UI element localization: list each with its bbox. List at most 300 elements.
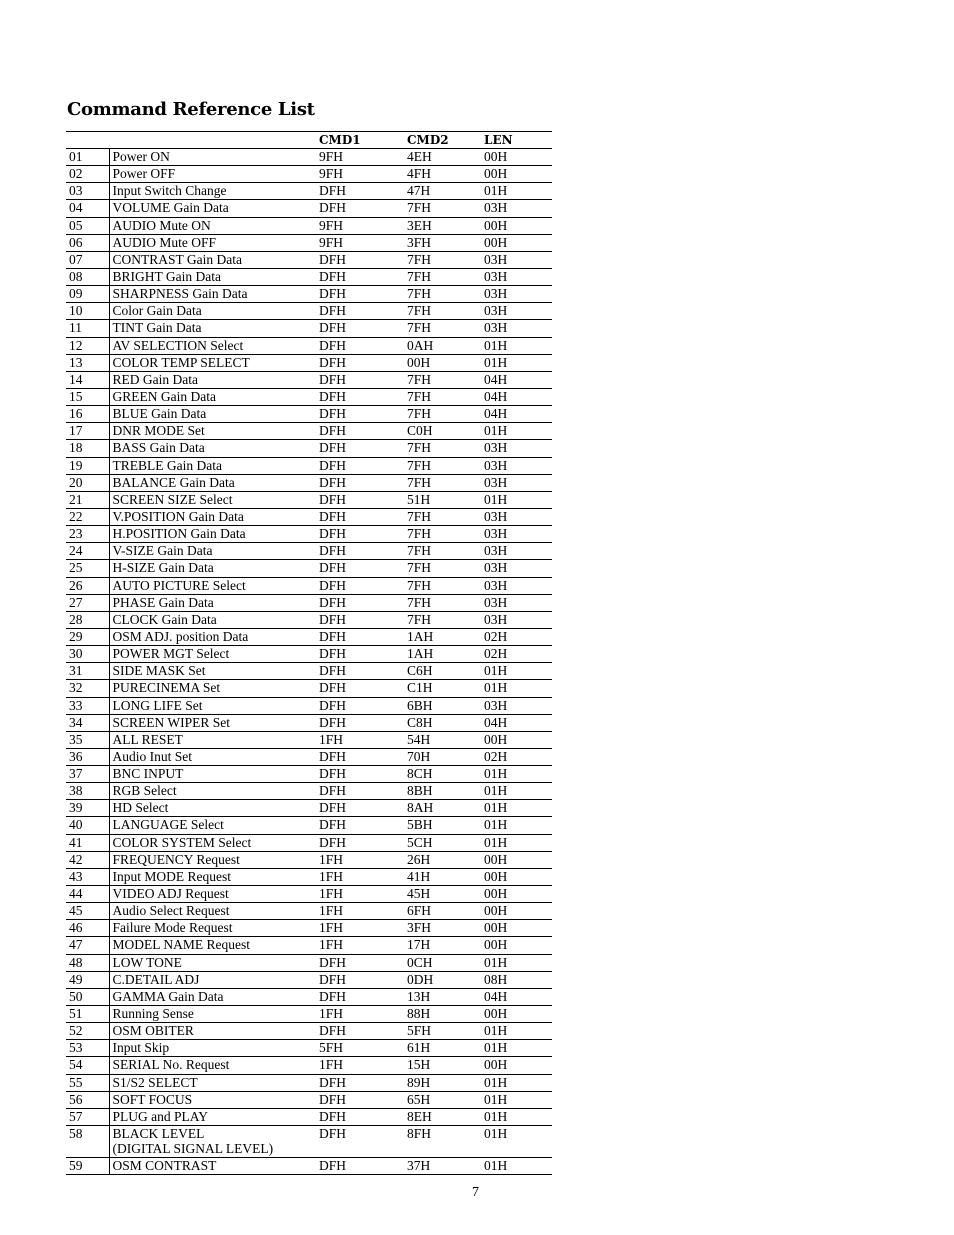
- len-value: 03H: [484, 440, 508, 456]
- command-name-line: Input Skip: [112, 1040, 170, 1056]
- command-name-line: Color Gain Data: [112, 303, 202, 319]
- command-name-line: COLOR SYSTEM Select: [112, 834, 252, 850]
- command-name: [109, 937, 316, 954]
- command-name-line: AUTO PICTURE Select: [112, 577, 246, 593]
- len-value: 03H: [484, 200, 508, 216]
- len-value: 01H: [484, 1091, 508, 1107]
- len-value: 01H: [484, 1023, 508, 1039]
- table-row: [66, 868, 552, 885]
- command-name: [109, 388, 316, 405]
- table-row: [66, 594, 552, 611]
- cmd1-value: DFH: [319, 1126, 347, 1142]
- cmd1-value: DFH: [319, 423, 347, 439]
- cmd1-value: DFH: [319, 988, 347, 1004]
- command-name: [109, 526, 316, 543]
- cmd1-value: 1FH: [319, 731, 344, 747]
- command-name: [109, 697, 316, 714]
- row-number: 03: [66, 183, 109, 200]
- cmd1-value: DFH: [319, 183, 347, 199]
- cmd2-value: 7FH: [407, 303, 432, 319]
- command-name: [109, 268, 316, 285]
- table-row: [66, 988, 552, 1005]
- cmd2-value: 0DH: [407, 971, 434, 987]
- cmd1-value: DFH: [319, 457, 347, 473]
- cmd2-value: 1AH: [407, 628, 434, 644]
- table-row: [66, 971, 552, 988]
- cmd2-value: 15H: [407, 1057, 431, 1073]
- command-name: [109, 1126, 316, 1158]
- cmd2-value: 0CH: [407, 954, 433, 970]
- len-value: 01H: [484, 1040, 508, 1056]
- command-name: [109, 371, 316, 388]
- cmd1-value: DFH: [319, 491, 347, 507]
- len-value: 03H: [484, 320, 508, 336]
- command-name-line: LONG LIFE Set: [112, 697, 203, 713]
- row-number: 02: [66, 166, 109, 183]
- cmd2-value: 70H: [407, 748, 431, 764]
- cmd1-value: DFH: [319, 594, 347, 610]
- table-row: [66, 457, 552, 474]
- cmd2-value: 00H: [407, 354, 431, 370]
- len-value: 02H: [484, 748, 508, 764]
- command-name: [109, 1023, 316, 1040]
- command-name: [109, 491, 316, 508]
- row-number: 28: [66, 611, 109, 628]
- command-name: [109, 920, 316, 937]
- cmd2-value: 7FH: [407, 457, 432, 473]
- cmd1-value: DFH: [319, 817, 347, 833]
- cmd1-value: DFH: [319, 543, 347, 559]
- table-row: [66, 748, 552, 765]
- row-number: 08: [66, 268, 109, 285]
- command-name: [109, 748, 316, 765]
- command-name-line: C.DETAIL ADJ: [112, 971, 200, 987]
- cmd1-value: DFH: [319, 268, 347, 284]
- len-value: 03H: [484, 303, 508, 319]
- len-value: 01H: [484, 354, 508, 370]
- row-number: 46: [66, 920, 109, 937]
- command-name-line: MODEL NAME Request: [112, 937, 250, 953]
- command-name: [109, 149, 316, 166]
- len-value: 01H: [484, 491, 508, 507]
- command-name: [109, 217, 316, 234]
- cmd2-value: 8FH: [407, 1126, 432, 1142]
- row-number: 23: [66, 526, 109, 543]
- cmd1-value: DFH: [319, 577, 347, 593]
- cmd1-value: DFH: [319, 1158, 347, 1174]
- row-number: 40: [66, 817, 109, 834]
- row-number: 42: [66, 851, 109, 868]
- command-name-line: BRIGHT Gain Data: [112, 268, 221, 284]
- row-number: 16: [66, 406, 109, 423]
- row-number: 57: [66, 1108, 109, 1125]
- command-name-line: Audio Inut Set: [112, 748, 192, 764]
- table-row: [66, 714, 552, 731]
- table-row: [66, 611, 552, 628]
- command-name-line: Power ON: [112, 149, 170, 164]
- page-number: 7: [472, 1185, 479, 1200]
- len-value: 01H: [484, 954, 508, 970]
- len-value: 03H: [484, 594, 508, 610]
- len-value: 03H: [484, 268, 508, 284]
- row-number: 59: [66, 1158, 109, 1175]
- cmd2-value: 89H: [407, 1074, 431, 1090]
- command-name-line: PURECINEMA Set: [112, 680, 221, 696]
- table-row: [66, 1006, 552, 1023]
- command-name: [109, 423, 316, 440]
- row-number: 54: [66, 1057, 109, 1074]
- len-value: 01H: [484, 1074, 508, 1090]
- command-name-line: PLUG and PLAY: [112, 1108, 209, 1124]
- table-row: [66, 526, 552, 543]
- len-value: 01H: [484, 680, 508, 696]
- command-name: [109, 303, 316, 320]
- cmd1-value: 5FH: [319, 1040, 344, 1056]
- len-value: 00H: [484, 886, 508, 902]
- cmd2-value: 7FH: [407, 388, 432, 404]
- command-name-line: RGB Select: [112, 783, 177, 799]
- len-value: 04H: [484, 371, 508, 387]
- len-value: 03H: [484, 577, 508, 593]
- command-name-line: TREBLE Gain Data: [112, 457, 222, 473]
- command-name: [109, 440, 316, 457]
- row-number: 19: [66, 457, 109, 474]
- table-row: [66, 628, 552, 645]
- table-row: [66, 1040, 552, 1057]
- command-name: [109, 783, 316, 800]
- table-row: [66, 217, 552, 234]
- command-name: [109, 611, 316, 628]
- command-name-line: SIDE MASK Set: [112, 663, 206, 679]
- command-name-line: BNC INPUT: [112, 766, 184, 782]
- table-row: [66, 251, 552, 268]
- cmd1-value: DFH: [319, 628, 347, 644]
- len-value: 00H: [484, 234, 508, 250]
- table-row: [66, 406, 552, 423]
- row-number: 15: [66, 388, 109, 405]
- cmd1-value: DFH: [319, 834, 347, 850]
- len-value: 02H: [484, 628, 508, 644]
- command-name-line: DNR MODE Set: [112, 423, 205, 439]
- table-row: [66, 200, 552, 217]
- cmd2-value: 6BH: [407, 697, 433, 713]
- cmd2-value: 7FH: [407, 200, 432, 216]
- command-name: [109, 714, 316, 731]
- cmd2-value: 7FH: [407, 371, 432, 387]
- cmd2-value: 6FH: [407, 903, 432, 919]
- command-name-line: OSM ADJ. position Data: [112, 628, 249, 644]
- command-name: [109, 988, 316, 1005]
- table-row: [66, 440, 552, 457]
- table-row: [66, 354, 552, 371]
- command-name: [109, 1108, 316, 1125]
- cmd1-value: DFH: [319, 800, 347, 816]
- row-number: 29: [66, 628, 109, 645]
- cmd1-value: DFH: [319, 783, 347, 799]
- cmd1-value: DFH: [319, 474, 347, 490]
- table-row: [66, 697, 552, 714]
- cmd2-value: 8CH: [407, 766, 433, 782]
- len-value: 03H: [484, 526, 508, 542]
- row-number: 33: [66, 697, 109, 714]
- table-row: [66, 577, 552, 594]
- len-value: 01H: [484, 1158, 508, 1174]
- cmd2-value: 4EH: [407, 149, 432, 164]
- len-value: 00H: [484, 851, 508, 867]
- cmd2-value: 65H: [407, 1091, 431, 1107]
- cmd1-value: DFH: [319, 766, 347, 782]
- command-name-line: PHASE Gain Data: [112, 594, 214, 610]
- command-name-line: LANGUAGE Select: [112, 817, 224, 833]
- len-value: 03H: [484, 251, 508, 267]
- command-name-line: COLOR TEMP SELECT: [112, 354, 250, 370]
- cmd2-value: 8AH: [407, 800, 434, 816]
- command-name-line: AV SELECTION Select: [112, 337, 244, 353]
- command-name: [109, 1006, 316, 1023]
- row-number: 35: [66, 731, 109, 748]
- command-name: [109, 251, 316, 268]
- len-value: 01H: [484, 800, 508, 816]
- command-name-line: RED Gain Data: [112, 371, 198, 387]
- command-name: [109, 320, 316, 337]
- row-number: 24: [66, 543, 109, 560]
- cmd2-value: 5FH: [407, 1023, 432, 1039]
- row-number: 05: [66, 217, 109, 234]
- header-cmd1: CMD1: [319, 133, 361, 147]
- cmd2-value: 41H: [407, 868, 431, 884]
- row-number: 55: [66, 1074, 109, 1091]
- len-value: 00H: [484, 937, 508, 953]
- table-row: [66, 543, 552, 560]
- cmd2-value: 0AH: [407, 337, 434, 353]
- cmd1-value: DFH: [319, 1108, 347, 1124]
- row-number: 48: [66, 954, 109, 971]
- len-value: 04H: [484, 388, 508, 404]
- command-name-line: SERIAL No. Request: [112, 1057, 230, 1073]
- row-number: 13: [66, 354, 109, 371]
- len-value: 03H: [484, 286, 508, 302]
- cmd1-value: DFH: [319, 560, 347, 576]
- command-name-line: VOLUME Gain Data: [112, 200, 229, 216]
- command-name-line: V.POSITION Gain Data: [112, 508, 244, 524]
- table-row: [66, 491, 552, 508]
- len-value: 00H: [484, 731, 508, 747]
- command-name-line: H-SIZE Gain Data: [112, 560, 214, 576]
- command-name: [109, 834, 316, 851]
- cmd1-value: 1FH: [319, 920, 344, 936]
- len-value: 03H: [484, 543, 508, 559]
- command-name: [109, 166, 316, 183]
- cmd2-value: C0H: [407, 423, 433, 439]
- cmd1-value: 1FH: [319, 903, 344, 919]
- table-row: [66, 474, 552, 491]
- table-row: [66, 834, 552, 851]
- table-row: [66, 851, 552, 868]
- len-value: 03H: [484, 697, 508, 713]
- cmd1-value: DFH: [319, 388, 347, 404]
- row-number: 06: [66, 234, 109, 251]
- command-name: [109, 817, 316, 834]
- command-name: [109, 628, 316, 645]
- len-value: 01H: [484, 663, 508, 679]
- row-number: 11: [66, 320, 109, 337]
- command-name: [109, 1040, 316, 1057]
- command-name: [109, 474, 316, 491]
- len-value: 03H: [484, 560, 508, 576]
- table-row: [66, 1074, 552, 1091]
- len-value: 01H: [484, 817, 508, 833]
- table-row: [66, 337, 552, 354]
- cmd1-value: DFH: [319, 1023, 347, 1039]
- cmd2-value: 3EH: [407, 217, 432, 233]
- len-value: 01H: [484, 1108, 508, 1124]
- cmd2-value: 7FH: [407, 440, 432, 456]
- cmd2-value: 1AH: [407, 646, 434, 662]
- row-number: 53: [66, 1040, 109, 1057]
- command-reference-table: [66, 131, 552, 1175]
- cmd2-value: 7FH: [407, 251, 432, 267]
- len-value: 01H: [484, 183, 508, 199]
- command-name: [109, 286, 316, 303]
- cmd2-value: 7FH: [407, 268, 432, 284]
- len-value: 01H: [484, 1126, 508, 1142]
- cmd1-value: DFH: [319, 680, 347, 696]
- command-name: [109, 1158, 316, 1175]
- command-name: [109, 1074, 316, 1091]
- command-name-line: H.POSITION Gain Data: [112, 526, 246, 542]
- row-number: 17: [66, 423, 109, 440]
- cmd2-value: 7FH: [407, 406, 432, 422]
- cmd2-value: 7FH: [407, 508, 432, 524]
- row-number: 37: [66, 766, 109, 783]
- cmd2-value: 5CH: [407, 834, 433, 850]
- command-name: [109, 543, 316, 560]
- cmd2-value: 7FH: [407, 577, 432, 593]
- command-name-line: LOW TONE: [112, 954, 182, 970]
- command-name-line: S1/S2 SELECT: [112, 1074, 198, 1090]
- len-value: 00H: [484, 149, 508, 164]
- len-value: 03H: [484, 474, 508, 490]
- command-name-line: Input Switch Change: [112, 183, 227, 199]
- row-number: 01: [66, 149, 109, 166]
- row-number: 49: [66, 971, 109, 988]
- command-name-line: ALL RESET: [112, 731, 183, 747]
- command-name: [109, 508, 316, 525]
- header-name: [109, 132, 316, 149]
- command-name-line: FREQUENCY Request: [112, 851, 240, 867]
- table-row: [66, 1126, 552, 1158]
- cmd2-value: 17H: [407, 937, 431, 953]
- table-row: [66, 286, 552, 303]
- row-number: 18: [66, 440, 109, 457]
- cmd1-value: 9FH: [319, 149, 344, 164]
- table-row: [66, 1158, 552, 1175]
- len-value: 04H: [484, 714, 508, 730]
- cmd1-value: DFH: [319, 1074, 347, 1090]
- command-name-line: AUDIO Mute ON: [112, 217, 211, 233]
- cmd2-value: 7FH: [407, 474, 432, 490]
- command-name: [109, 183, 316, 200]
- cmd1-value: DFH: [319, 697, 347, 713]
- header-len: LEN: [484, 133, 513, 147]
- cmd1-value: DFH: [319, 508, 347, 524]
- command-name-line: BLACK LEVEL: [112, 1126, 205, 1142]
- len-value: 03H: [484, 611, 508, 627]
- cmd2-value: C1H: [407, 680, 433, 696]
- table-header-row: [66, 132, 552, 149]
- command-name-line: Failure Mode Request: [112, 920, 233, 936]
- cmd1-value: 1FH: [319, 1057, 344, 1073]
- table-row: [66, 663, 552, 680]
- cmd1-value: DFH: [319, 371, 347, 387]
- row-number: 56: [66, 1091, 109, 1108]
- command-name-line: AUDIO Mute OFF: [112, 234, 217, 250]
- row-number: 39: [66, 800, 109, 817]
- command-name-line: SOFT FOCUS: [112, 1091, 193, 1107]
- cmd2-value: 26H: [407, 851, 431, 867]
- cmd2-value: 88H: [407, 1006, 431, 1022]
- cmd1-value: DFH: [319, 663, 347, 679]
- len-value: 00H: [484, 1057, 508, 1073]
- table-row: [66, 1091, 552, 1108]
- command-name: [109, 1091, 316, 1108]
- len-value: 00H: [484, 920, 508, 936]
- command-name-line: BASS Gain Data: [112, 440, 205, 456]
- command-name: [109, 646, 316, 663]
- table-row: [66, 937, 552, 954]
- cmd1-value: 9FH: [319, 217, 344, 233]
- cmd2-value: 4FH: [407, 166, 432, 182]
- command-name-line: Running Sense: [112, 1006, 194, 1022]
- row-number: 10: [66, 303, 109, 320]
- command-name: [109, 886, 316, 903]
- cmd1-value: DFH: [319, 954, 347, 970]
- command-name-line: BLUE Gain Data: [112, 406, 207, 422]
- len-value: 03H: [484, 508, 508, 524]
- command-name-line: CONTRAST Gain Data: [112, 251, 242, 267]
- len-value: 00H: [484, 868, 508, 884]
- command-name: [109, 577, 316, 594]
- row-number: 31: [66, 663, 109, 680]
- cmd1-value: 1FH: [319, 868, 344, 884]
- cmd2-value: 54H: [407, 731, 431, 747]
- row-number: 26: [66, 577, 109, 594]
- cmd1-value: DFH: [319, 526, 347, 542]
- cmd2-value: 3FH: [407, 920, 432, 936]
- command-name: [109, 337, 316, 354]
- table-row: [66, 423, 552, 440]
- cmd2-value: 51H: [407, 491, 431, 507]
- table-row: [66, 954, 552, 971]
- cmd2-value: 3FH: [407, 234, 432, 250]
- len-value: 04H: [484, 406, 508, 422]
- cmd2-value: 47H: [407, 183, 431, 199]
- table-row: [66, 149, 552, 166]
- len-value: 01H: [484, 834, 508, 850]
- header-cmd2: CMD2: [407, 133, 449, 147]
- command-name-line: V-SIZE Gain Data: [112, 543, 213, 559]
- cmd1-value: DFH: [319, 748, 347, 764]
- cmd1-value: DFH: [319, 303, 347, 319]
- len-value: 00H: [484, 217, 508, 233]
- cmd2-value: 8EH: [407, 1108, 432, 1124]
- table-row: [66, 388, 552, 405]
- cmd2-value: 45H: [407, 886, 431, 902]
- command-name-line: HD Select: [112, 800, 169, 816]
- cmd1-value: DFH: [319, 971, 347, 987]
- command-name-line: OSM CONTRAST: [112, 1158, 217, 1174]
- len-value: 01H: [484, 337, 508, 353]
